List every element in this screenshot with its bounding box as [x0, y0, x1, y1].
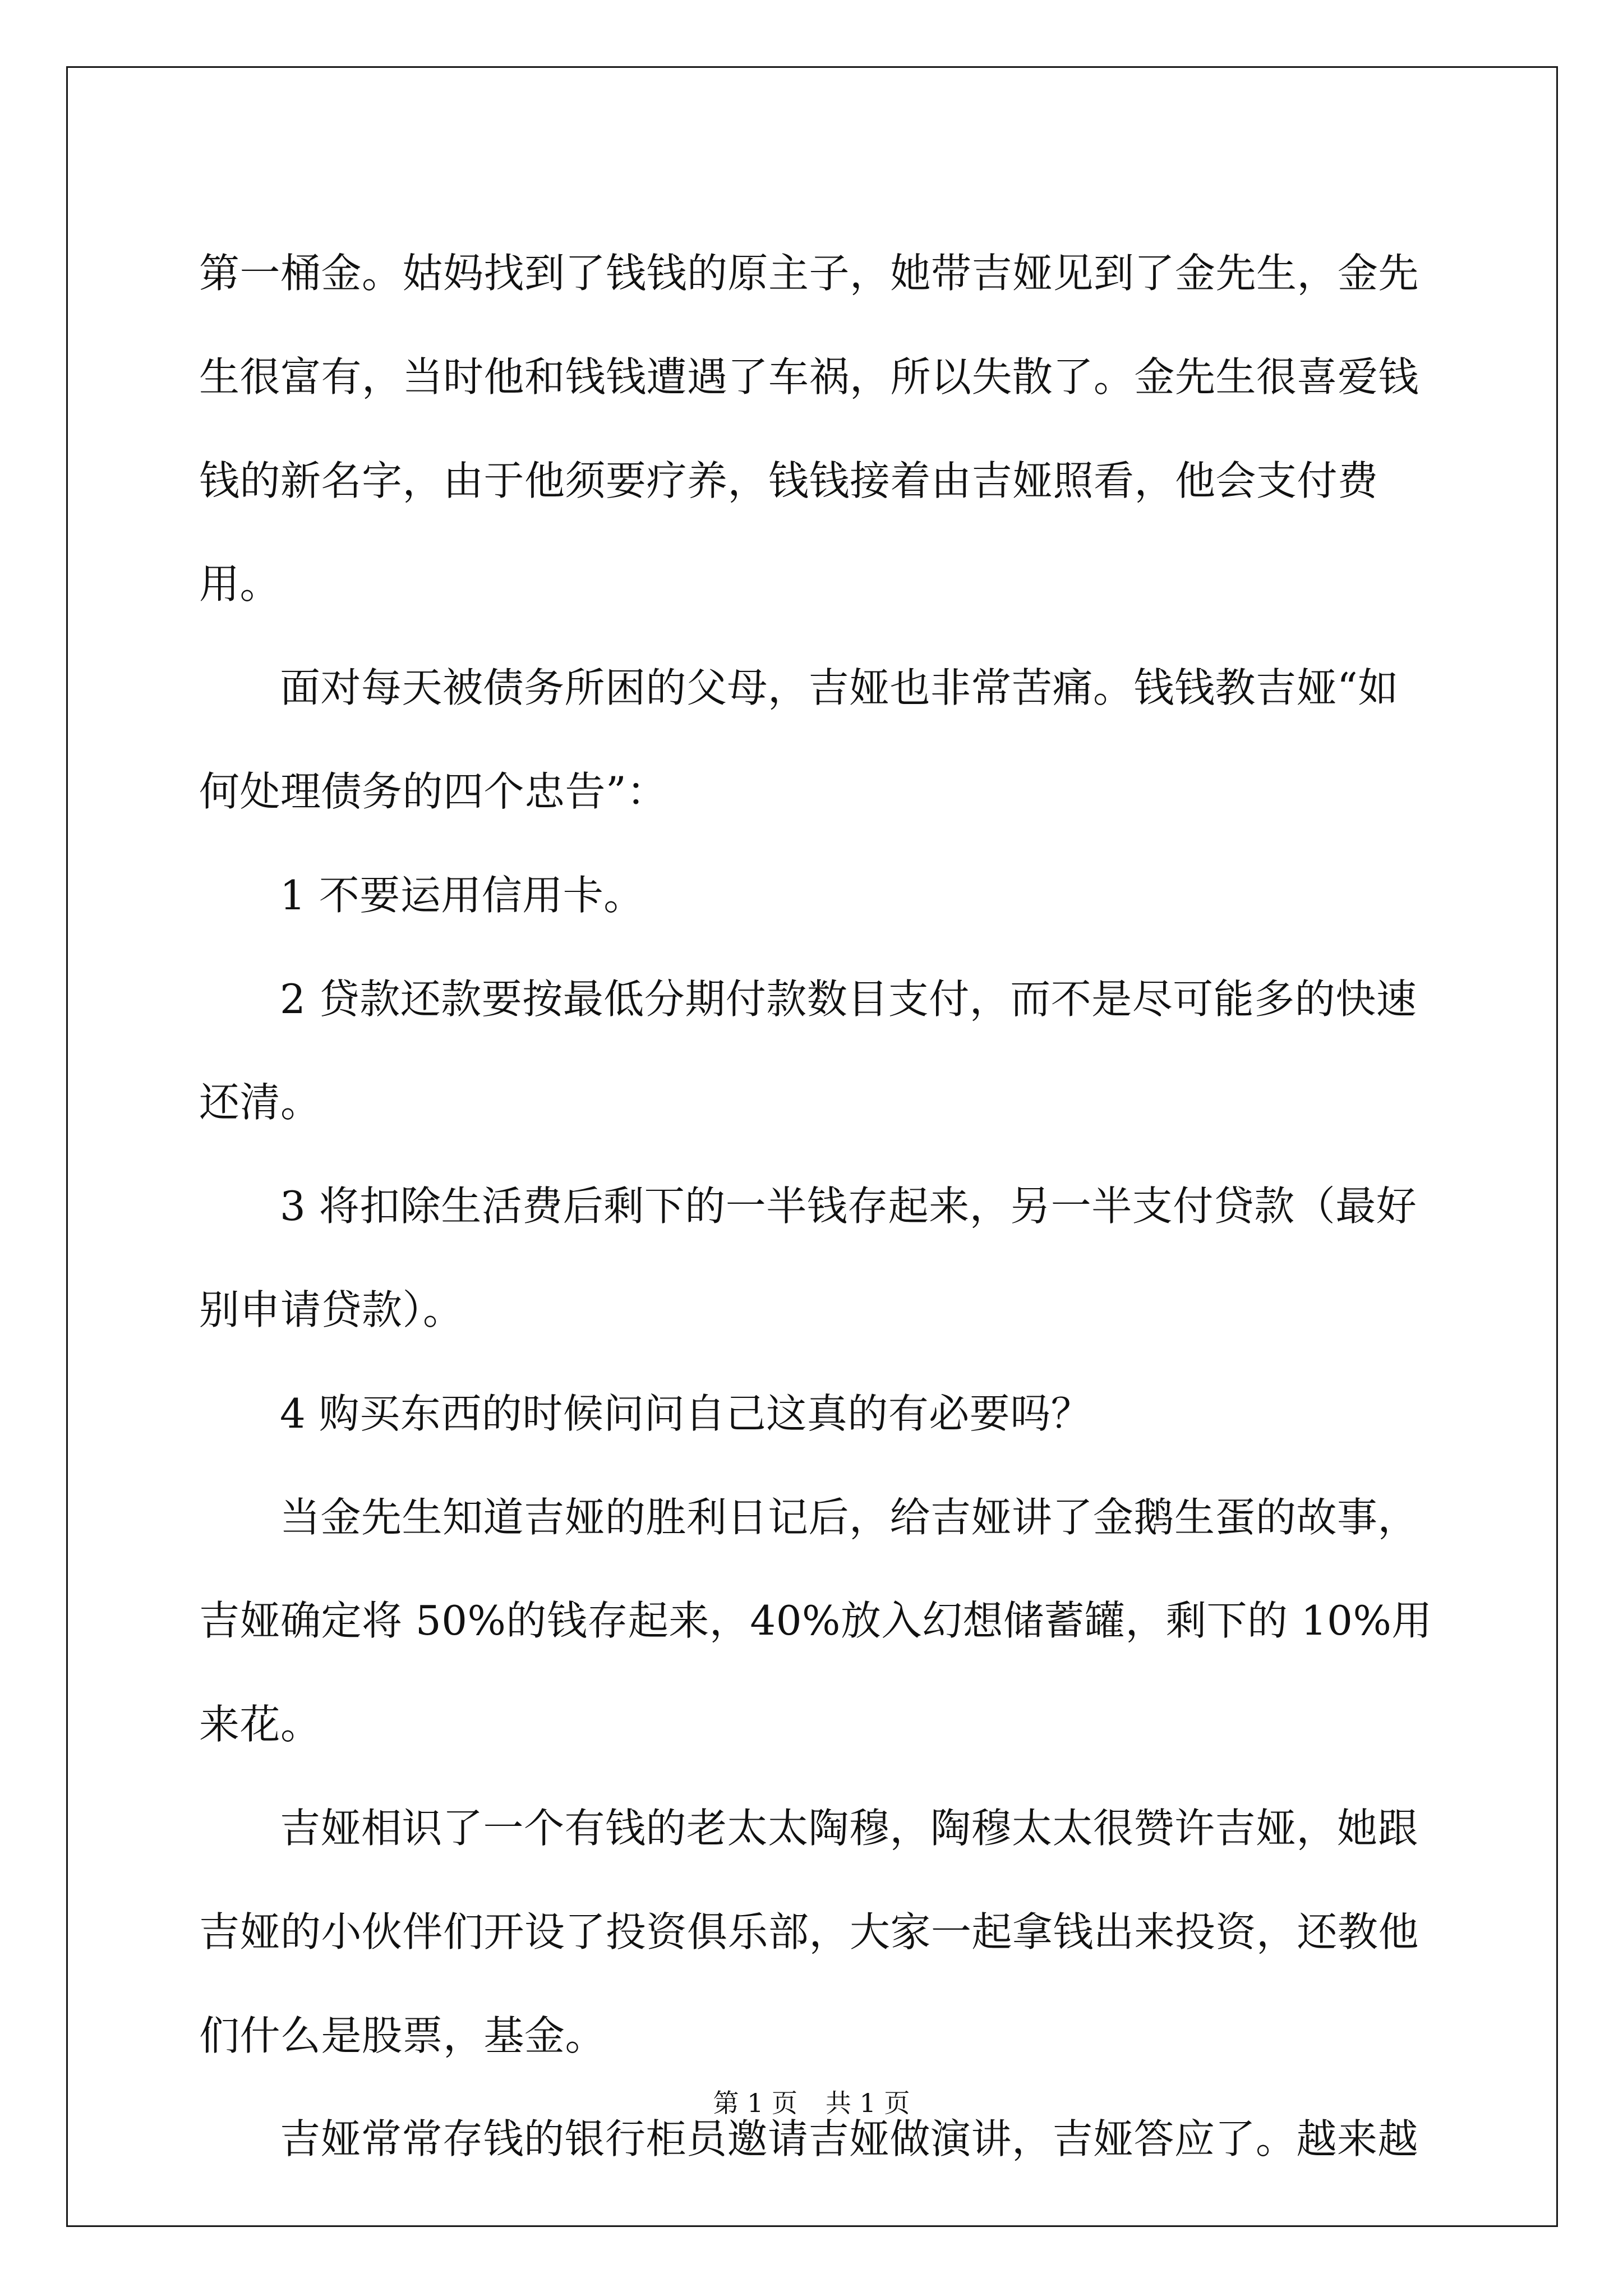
paragraph-6: 4 购买东西的时候问问自己这真的有必要吗？	[280, 1389, 1092, 1437]
paragraph-3: 1 不要运用信用卡。	[280, 871, 644, 919]
paragraph-2: 面对每天被债务所困的父母，吉娅也非常苦痛。钱钱教吉娅“如何处理债务的四个忠告”：	[199, 664, 1399, 815]
page-number: 第 1 页	[713, 2088, 797, 2118]
paragraph-4: 2 贷款还款要按最低分期付款数目支付，而不是尽可能多的快速还清。	[199, 975, 1417, 1126]
page-footer	[0, 2086, 1623, 2120]
document-body	[199, 222, 1433, 2191]
paragraph-1: 第一桶金。姑妈找到了钱钱的原主子，她带吉娅见到了金先生，金先生很富有，当时他和钱钱遭遇了车祸，所以失散了。金先生很喜爱钱钱的新名字，由于他须要疗养，钱钱接着由吉娅照看，他会支付费用。	[199, 250, 1419, 608]
paragraph-8: 吉娅相识了一个有钱的老太太陶穆，陶穆太太很赞许吉娅，她跟吉娅的小伙伴们开设了投资俱乐部，大家一起拿钱出来投资，还教他们什么是股票，基金。	[199, 1804, 1419, 2059]
page-total: 共 1 页	[826, 2088, 910, 2118]
paragraph-5: 3 将扣除生活费后剩下的一半钱存起来，另一半支付贷款（最好别申请贷款）。	[199, 1182, 1417, 1333]
paragraph-9: 吉娅常常存钱的银行柜员邀请吉娅做演讲，吉娅答应了。越来越	[280, 2115, 1419, 2163]
paragraph-7: 当金先生知道吉娅的胜利日记后，给吉娅讲了金鹅生蛋的故事，吉娅确定将 50%的钱存起来，40%放入幻想储蓄罐，剩下的 10%用来花。	[199, 1493, 1432, 1749]
